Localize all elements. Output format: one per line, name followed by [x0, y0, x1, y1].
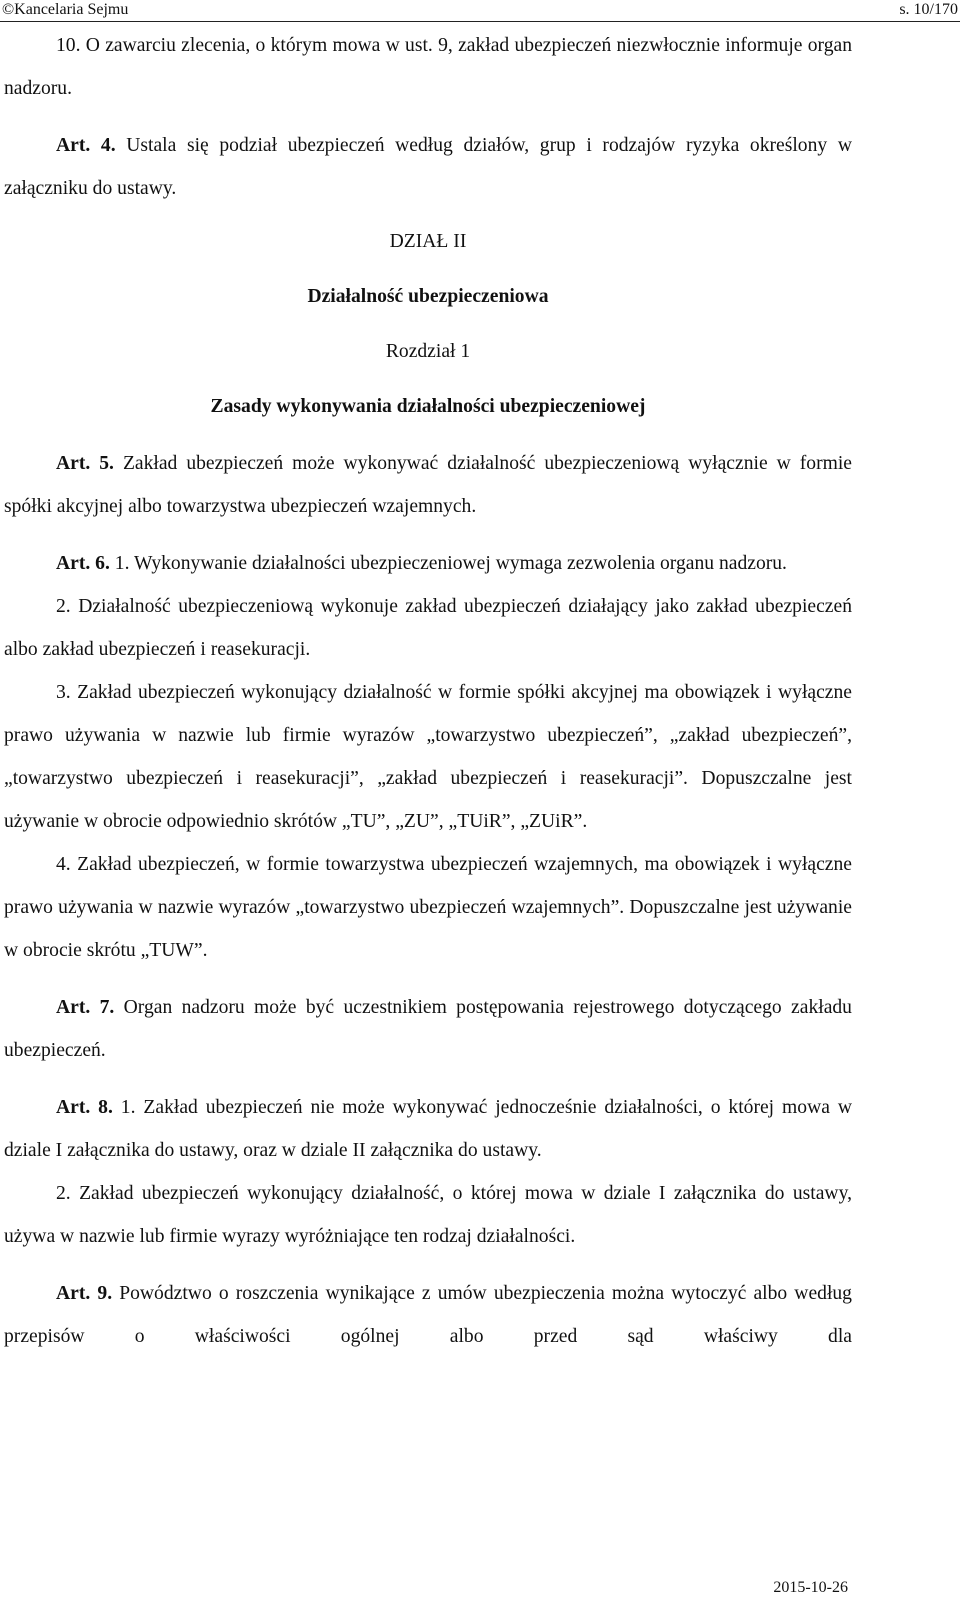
- paragraph-art4: [4, 124, 852, 210]
- paragraph-text: Powództwo o roszczenia wynikające z umów ubezpieczenia można wytoczyć albo według przepisów o właściwości ogólnej albo przed sąd właściwy dla: [4, 1283, 852, 1347]
- footer-date: 2015-10-26: [773, 1579, 848, 1596]
- paragraph-text: 2. Zakład ubezpieczeń wykonujący działalność, o której mowa w dziale I załącznika do ustawy, używa w nazwie lub firmie wyrazy wyróżniające ten rodzaj działalności.: [4, 1183, 852, 1247]
- page-number: s. 10/170: [899, 1, 958, 18]
- paragraph-text: 2. Działalność ubezpieczeniową wykonuje zakład ubezpieczeń działający jako zakład ubezpieczeń albo zakład ubezpieczeń i reasekuracji.: [4, 596, 852, 660]
- paragraph-art5: [4, 442, 852, 528]
- chapter-title: [4, 385, 852, 428]
- paragraph-art8-ust2: [4, 1172, 852, 1258]
- article-number: Art. 4.: [56, 135, 116, 156]
- paragraph-art6-ust3: [4, 671, 852, 843]
- paragraph-art9: [4, 1272, 852, 1358]
- paragraph-text: 1. Zakład ubezpieczeń nie może wykonywać jednocześnie działalności, o której mowa w dziale I załącznika do ustawy, oraz w dziale II załącznika do ustawy.: [4, 1097, 852, 1161]
- division-title: [4, 275, 852, 318]
- paragraph-art8-ust1: [4, 1086, 852, 1172]
- document-body: [4, 24, 852, 1358]
- article-number: Art. 7.: [56, 997, 115, 1018]
- chapter-title-text: Zasady wykonywania działalności ubezpieczeniowej: [210, 396, 646, 417]
- paragraph-text: 10. O zawarciu zlecenia, o którym mowa w ust. 9, zakład ubezpieczeń niezwłocznie informuje organ nadzoru.: [4, 35, 852, 99]
- article-number: Art. 9.: [56, 1283, 113, 1304]
- header-source: ©Kancelaria Sejmu: [2, 1, 129, 18]
- division-title-text: Działalność ubezpieczeniowa: [307, 286, 549, 307]
- paragraph-text: 3. Zakład ubezpieczeń wykonujący działalność w formie spółki akcyjnej ma obowiązek i wyłączne prawo używania w nazwie lub firmie wyrazów „towarzystwo ubezpieczeń”, „zakład ubezpieczeń”, „towarzystwo ubezpieczeń i reasekuracji”, „zakład ubezpieczeń i reasekuracji”. Dopuszczalne jest używanie w obrocie odpowiednio skrótów „TU”, „ZU”, „TUiR”, „ZUiR”.: [4, 682, 852, 832]
- paragraph-text: Zakład ubezpieczeń może wykonywać działalność ubezpieczeniową wyłącznie w formie spółki akcyjnej albo towarzystwa ubezpieczeń wzajemnych.: [4, 453, 852, 517]
- paragraph-text: Ustala się podział ubezpieczeń według działów, grup i rodzajów ryzyka określony w załączniku do ustawy.: [4, 135, 852, 199]
- page-header: [0, 0, 960, 20]
- paragraph-text: 4. Zakład ubezpieczeń, w formie towarzystwa ubezpieczeń wzajemnych, ma obowiązek i wyłączne prawo używania w nazwie wyrazów „towarzystwo ubezpieczeń wzajemnych”. Dopuszczalne jest używanie w obrocie skrótu „TUW”.: [4, 854, 852, 961]
- division-heading: DZIAŁ II: [389, 231, 467, 252]
- paragraph-art3-ust10: [4, 24, 852, 110]
- paragraph-text: Organ nadzoru może być uczestnikiem postępowania rejestrowego dotyczącego zakładu ubezpieczeń.: [4, 997, 852, 1061]
- header-divider: [0, 21, 960, 22]
- paragraph-art6-ust1: [4, 542, 852, 585]
- paragraph-art6-ust2: [4, 585, 852, 671]
- paragraph-art7: [4, 986, 852, 1072]
- article-number: Art. 5.: [56, 453, 114, 474]
- paragraph-art6-ust4: [4, 843, 852, 972]
- chapter-heading: Rozdział 1: [385, 341, 471, 362]
- article-number: Art. 6.: [56, 553, 110, 574]
- paragraph-text: 1. Wykonywanie działalności ubezpieczeniowej wymaga zezwolenia organu nadzoru.: [109, 553, 787, 574]
- article-number: Art. 8.: [56, 1097, 113, 1118]
